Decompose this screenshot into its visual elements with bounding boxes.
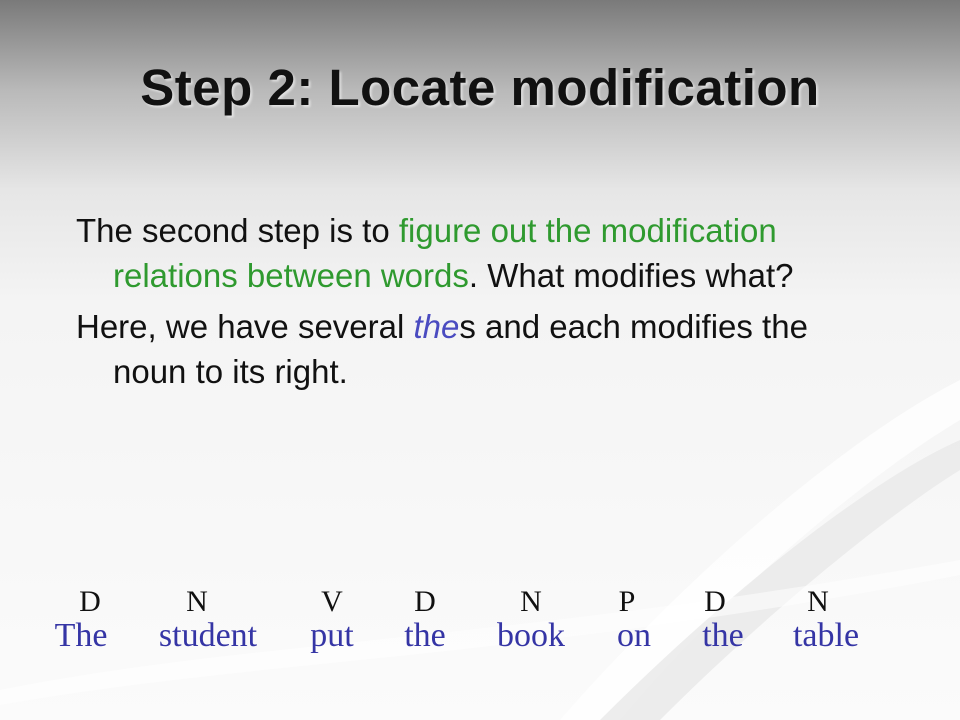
para2-text-c: s and each modifies the noun to its right. (113, 308, 808, 390)
para1-highlight: figure out the modification relations between words (113, 212, 777, 294)
sentence-word-3: put (310, 617, 354, 654)
sentence-word-7: the (702, 617, 744, 654)
sentence-word-4: the (404, 617, 446, 654)
pos-tag-2: N (186, 585, 208, 618)
pos-tag-6: P (618, 585, 636, 618)
pos-tag-7: D (704, 585, 726, 618)
pos-tag-8: N (807, 585, 829, 618)
pos-tag-1: D (79, 585, 101, 618)
sentence-word-1: The (54, 617, 108, 654)
sentence-word-6: on (617, 617, 651, 654)
pos-tag-5: N (520, 585, 542, 618)
slide-title: Step 2: Locate modification (140, 59, 820, 116)
sentence-word-5: book (497, 617, 565, 654)
para1-text-c: . What modifies what? (468, 257, 794, 294)
para2-text-a: Here, we have several (76, 308, 414, 345)
sentence-word-8: table (792, 617, 860, 654)
para1-text-a: The second step is to (76, 212, 399, 249)
pos-tag-4: D (414, 585, 436, 618)
para2-italic-the: the (413, 308, 460, 345)
sentence-word-2: student (158, 617, 258, 654)
pos-tag-3: V (321, 585, 343, 618)
